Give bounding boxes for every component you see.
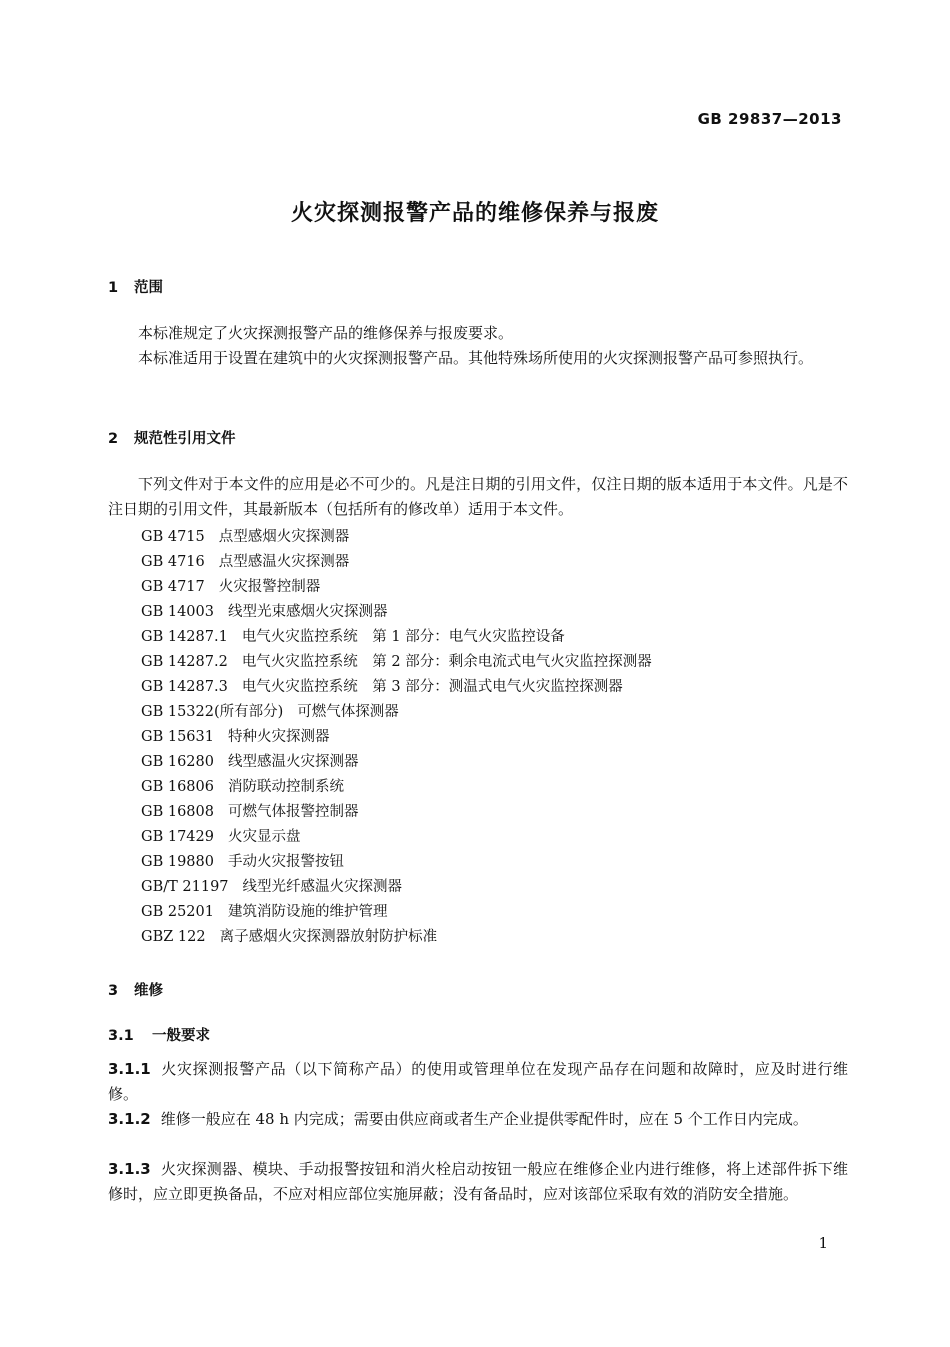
document-title: 火灾探测报警产品的维修保养与报废 <box>290 201 659 226</box>
section-number: 1 <box>108 280 119 296</box>
list-item <box>141 725 652 750</box>
list-item <box>141 525 652 550</box>
clause-text: 火灾探测报警产品（以下简称产品）的使用或管理单位在发现产品存在问题和故障时，应及时进行维修。 <box>108 1060 848 1103</box>
reference-title: 可燃气体报警控制器 <box>227 804 359 820</box>
list-item <box>141 550 652 575</box>
reference-code: GB/T 21197 <box>141 879 229 895</box>
list-item <box>141 775 652 800</box>
reference-code: GB 4715 <box>141 529 205 545</box>
clause-number: 3.1.3 <box>108 1160 151 1178</box>
section-title: 规范性引用文件 <box>134 431 236 447</box>
reference-title: 线型感温火灾探测器 <box>227 754 359 770</box>
reference-code: GB 17429 <box>141 829 214 845</box>
clause-3-1-3 <box>108 1157 848 1207</box>
list-item <box>141 575 652 600</box>
list-item <box>141 800 652 825</box>
list-item <box>141 750 652 775</box>
list-item <box>141 850 652 875</box>
reference-title: 线型光束感烟火灾探测器 <box>227 604 388 620</box>
reference-title: 消防联动控制系统 <box>227 779 344 795</box>
list-item <box>141 600 652 625</box>
clause-number: 3.1.2 <box>108 1110 151 1128</box>
section-heading-normative-references <box>108 427 236 448</box>
reference-code: GB 16806 <box>141 779 214 795</box>
section-title: 范围 <box>134 280 163 296</box>
list-item <box>141 925 652 950</box>
reference-code: GB 14287.1 <box>141 629 228 645</box>
reference-title: 火灾显示盘 <box>227 829 301 845</box>
clause-3-1-1 <box>108 1057 848 1107</box>
reference-code: GB 4716 <box>141 554 205 570</box>
reference-code: GB 16808 <box>141 804 214 820</box>
reference-code: GB 25201 <box>141 904 214 920</box>
reference-code: GB 14003 <box>141 604 214 620</box>
list-item <box>141 900 652 925</box>
section-number: 2 <box>108 431 119 447</box>
clause-text: 维修一般应在 48 h 内完成；需要由供应商或者生产企业提供零配件时，应在 5 个工作日内完成。 <box>160 1110 808 1128</box>
reference-list <box>141 525 652 950</box>
section-number: 3 <box>108 983 119 999</box>
clause-3-1-2 <box>108 1107 848 1132</box>
reference-title: 电气火灾监控系统 第 2 部分：剩余电流式电气火灾监控探测器 <box>241 654 652 670</box>
reference-title: 手动火灾报警按钮 <box>227 854 344 870</box>
list-item <box>141 700 652 725</box>
list-item <box>141 875 652 900</box>
list-item <box>141 675 652 700</box>
reference-title: 点型感烟火灾探测器 <box>218 529 350 545</box>
reference-code: GB 14287.2 <box>141 654 228 670</box>
reference-title: 点型感温火灾探测器 <box>218 554 350 570</box>
reference-title: 可燃气体探测器 <box>297 704 399 720</box>
reference-title: 电气火灾监控系统 第 1 部分：电气火灾监控设备 <box>241 629 565 645</box>
reference-code: GB 19880 <box>141 854 214 870</box>
reference-title: 特种火灾探测器 <box>227 729 330 745</box>
list-item <box>141 625 652 650</box>
reference-title: 建筑消防设施的维护管理 <box>227 904 388 920</box>
clause-text: 火灾探测器、模块、手动报警按钮和消火栓启动按钮一般应在维修企业内进行维修，将上述部件拆下维修时，应立即更换备品，不应对相应部位实施屏蔽；没有备品时，应对该部位采取有效的消防安全措施。 <box>108 1160 848 1203</box>
subsection-title: 一般要求 <box>152 1028 210 1044</box>
reference-title: 离子感烟火灾探测器放射防护标准 <box>219 929 438 945</box>
reference-code: GBZ 122 <box>141 929 206 945</box>
reference-code: GB 15631 <box>141 729 214 745</box>
paragraph: 下列文件对于本文件的应用是必不可少的。凡是注日期的引用文件，仅注日期的版本适用于本文件。凡是不注日期的引用文件，其最新版本（包括所有的修改单）适用于本文件。 <box>108 475 848 518</box>
reference-code: GB 14287.3 <box>141 679 228 695</box>
reference-title: 线型光纤感温火灾探测器 <box>242 879 403 895</box>
section-heading-scope <box>108 276 163 297</box>
reference-code: GB 4717 <box>141 579 205 595</box>
subsection-heading-general-requirements <box>108 1024 210 1045</box>
section-title: 维修 <box>134 983 163 999</box>
list-item <box>141 825 652 850</box>
subsection-number: 3.1 <box>108 1028 134 1044</box>
reference-code: GB 16280 <box>141 754 214 770</box>
paragraph: 本标准适用于设置在建筑中的火灾探测报警产品。其他特殊场所使用的火灾探测报警产品可参照执行。 <box>138 349 814 367</box>
paragraph: 本标准规定了火灾探测报警产品的维修保养与报废要求。 <box>138 324 514 342</box>
reference-title: 电气火灾监控系统 第 3 部分：测温式电气火灾监控探测器 <box>241 679 623 695</box>
standard-number: GB 29837—2013 <box>697 110 842 128</box>
clause-number: 3.1.1 <box>108 1060 151 1078</box>
page-number: 1 <box>818 1234 828 1252</box>
reference-title: 火灾报警控制器 <box>218 579 321 595</box>
reference-code: GB 15322(所有部分) <box>141 704 284 720</box>
list-item <box>141 650 652 675</box>
section-heading-maintenance <box>108 979 163 1000</box>
